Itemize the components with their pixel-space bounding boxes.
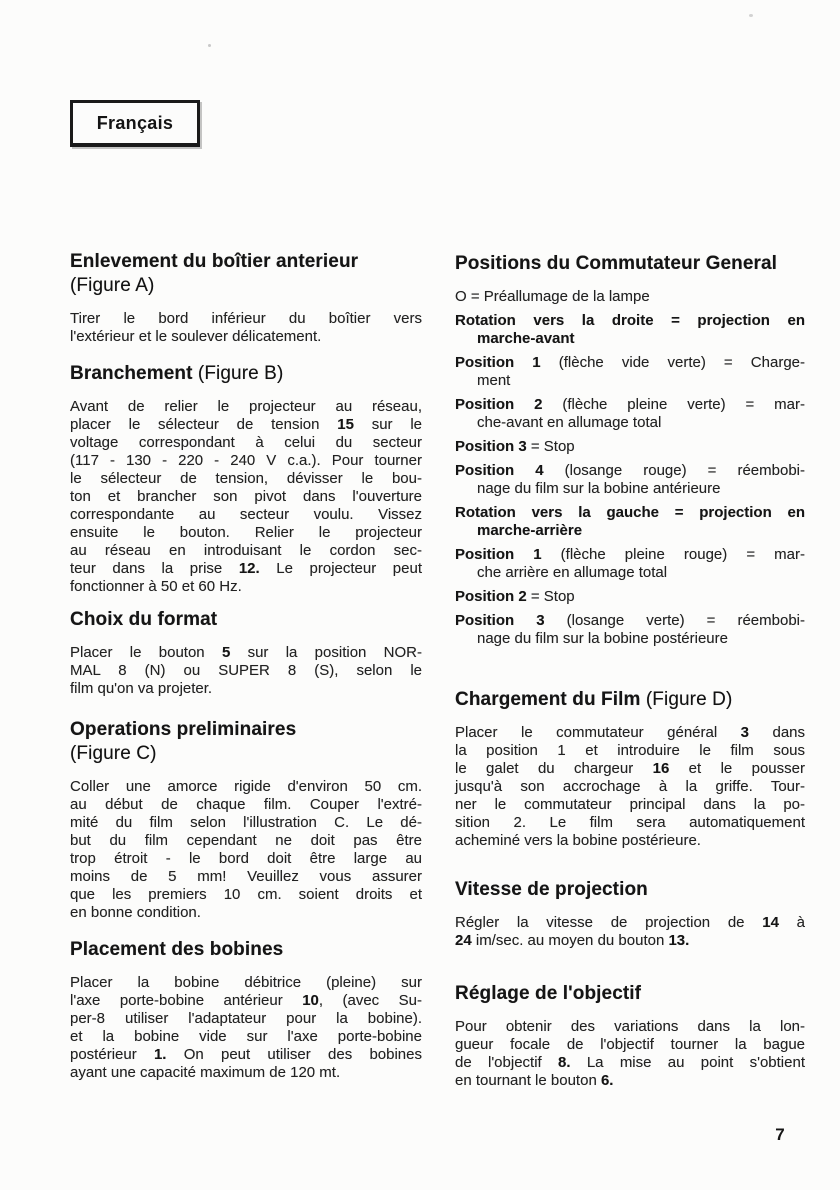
heading-line bbox=[70, 608, 422, 632]
bold-text: Position 2 bbox=[455, 588, 527, 605]
text-line bbox=[455, 372, 805, 390]
text: (Figure C) bbox=[70, 743, 157, 764]
text: ment bbox=[477, 372, 511, 389]
text: Tirer le bord inférieur du boîtier vers bbox=[70, 310, 422, 327]
text: O = Préallumage de la lampe bbox=[455, 288, 650, 305]
text: dans bbox=[749, 724, 805, 741]
bold-text: 1. bbox=[153, 1046, 167, 1063]
paragraph bbox=[70, 778, 422, 922]
section-heading bbox=[70, 938, 422, 962]
section-heading bbox=[70, 718, 422, 766]
text-line bbox=[70, 974, 422, 992]
bold-text: Positions du Commutateur General bbox=[455, 253, 778, 274]
text: On peut utiliser des bobines bbox=[166, 1046, 422, 1063]
text-line bbox=[455, 814, 805, 832]
list-item bbox=[455, 312, 805, 348]
text: = Stop bbox=[526, 438, 575, 455]
text-line bbox=[70, 452, 422, 470]
text: fonctionner à 50 et 60 Hz. bbox=[70, 578, 242, 595]
text-line bbox=[455, 522, 805, 540]
text-line bbox=[70, 778, 422, 796]
text-line bbox=[70, 434, 422, 452]
bold-text: Position 4 bbox=[455, 462, 544, 479]
text-line bbox=[70, 1010, 422, 1028]
text: (117 - 130 - 220 - 240 V c.a.). Pour tourner bbox=[70, 452, 422, 469]
text: en tournant le bouton bbox=[455, 1072, 601, 1089]
text: (losange verte) = réembobi- bbox=[544, 612, 805, 629]
bold-text: Réglage de l'objectif bbox=[455, 983, 642, 1004]
bold-text: Branchement bbox=[70, 363, 193, 384]
text: Le projecteur peut bbox=[259, 560, 422, 577]
bold-text: 13. bbox=[668, 932, 690, 949]
section-heading bbox=[455, 982, 805, 1006]
text: , (avec Su- bbox=[318, 992, 422, 1009]
text: ner le commutateur principal dans la po- bbox=[455, 796, 805, 813]
text-line bbox=[455, 588, 805, 606]
text: l'axe porte-bobine antérieur bbox=[70, 992, 303, 1009]
text: l'extérieur et le soulever délicatement. bbox=[70, 328, 322, 345]
text: correspondante au secteur voulu. Vissez bbox=[70, 506, 422, 523]
text-line bbox=[70, 868, 422, 886]
text: (Figure A) bbox=[70, 275, 155, 296]
paragraph bbox=[70, 974, 422, 1082]
bold-text: marche-avant bbox=[477, 330, 575, 347]
heading-line bbox=[70, 362, 422, 386]
bold-text: Position 1 bbox=[455, 546, 542, 563]
bold-text: Enlevement du boîtier anterieur bbox=[70, 251, 359, 272]
section-heading bbox=[70, 250, 422, 298]
text: (flèche pleine verte) = mar- bbox=[542, 396, 805, 413]
heading-line bbox=[70, 938, 422, 962]
text: acheminé vers la bobine postérieure. bbox=[455, 832, 701, 849]
bold-text: Vitesse de projection bbox=[455, 879, 648, 900]
paragraph bbox=[455, 914, 805, 950]
text-line bbox=[455, 312, 805, 330]
text-line bbox=[70, 904, 422, 922]
bold-text: 14 bbox=[762, 914, 779, 931]
section bbox=[455, 982, 805, 1090]
text: en bonne condition. bbox=[70, 904, 201, 921]
bold-text: 10 bbox=[302, 992, 319, 1009]
heading-line bbox=[70, 718, 422, 742]
section bbox=[455, 252, 805, 648]
heading-line bbox=[455, 982, 805, 1006]
heading-line bbox=[455, 878, 805, 902]
section-heading bbox=[70, 362, 422, 386]
text-line bbox=[70, 1064, 422, 1082]
text-line bbox=[455, 630, 805, 648]
text: = Stop bbox=[526, 588, 575, 605]
bold-text: Choix du format bbox=[70, 609, 218, 630]
text: le galet du chargeur bbox=[455, 760, 653, 777]
text: sur la position NOR- bbox=[230, 644, 422, 661]
text: ton et brancher son pivot dans l'ouverture bbox=[70, 488, 422, 505]
text: per-8 utiliser l'adaptateur pour la bobine). bbox=[70, 1010, 422, 1027]
text-line bbox=[455, 480, 805, 498]
text: film qu'on va projeter. bbox=[70, 680, 213, 697]
text-line bbox=[70, 680, 422, 698]
text-line bbox=[70, 416, 422, 434]
text: nage du film sur la bobine antérieure bbox=[477, 480, 721, 497]
list-item bbox=[455, 438, 805, 456]
text-line bbox=[70, 578, 422, 596]
text: trop étroit - le bord doit être large au bbox=[70, 850, 422, 867]
text: placer le sélecteur de tension bbox=[70, 416, 338, 433]
text-line bbox=[70, 470, 422, 488]
text: et la bobine vide sur l'axe porte-bobine bbox=[70, 1028, 422, 1045]
text: le sélecteur de tension, dévisser le bou- bbox=[70, 470, 422, 487]
text-line bbox=[455, 796, 805, 814]
text-line bbox=[455, 564, 805, 582]
text: voltage correspondant à celui du secteur bbox=[70, 434, 422, 451]
text: sition 2. Le film sera automatiquement bbox=[455, 814, 805, 831]
heading-line bbox=[70, 250, 422, 274]
scan-speck bbox=[749, 14, 753, 17]
bold-text: marche-arrière bbox=[477, 522, 583, 539]
text-line bbox=[455, 414, 805, 432]
heading-line bbox=[70, 274, 422, 298]
text: MAL 8 (N) ou SUPER 8 (S), selon le bbox=[70, 662, 422, 679]
page-number: 7 bbox=[775, 1125, 785, 1144]
text-line bbox=[455, 914, 805, 932]
paragraph bbox=[455, 724, 805, 850]
text-line bbox=[455, 760, 805, 778]
text: (flèche pleine rouge) = mar- bbox=[541, 546, 805, 563]
text-line bbox=[455, 778, 805, 796]
text-line bbox=[455, 330, 805, 348]
text: Placer le bouton bbox=[70, 644, 222, 661]
text: nage du film sur la bobine postérieure bbox=[477, 630, 728, 647]
paragraph bbox=[70, 644, 422, 698]
text-line bbox=[70, 832, 422, 850]
text: but du film cependant ne doit pas être bbox=[70, 832, 422, 849]
text: gueur focale de l'objectif tourner la bague bbox=[455, 1036, 805, 1053]
text: (flèche vide verte) = Charge- bbox=[540, 354, 805, 371]
list-item bbox=[455, 588, 805, 606]
list-item bbox=[455, 288, 805, 306]
text: sur le bbox=[353, 416, 422, 433]
heading-line bbox=[455, 252, 805, 276]
text: la position 1 et introduire le film sous bbox=[455, 742, 805, 759]
text-line bbox=[455, 1072, 805, 1090]
text: au réseau en introduisant le cordon sec- bbox=[70, 542, 422, 559]
section-heading bbox=[455, 878, 805, 902]
section bbox=[455, 878, 805, 950]
text-line bbox=[70, 1046, 422, 1064]
section bbox=[70, 608, 422, 698]
bold-text: Position 3 bbox=[455, 438, 527, 455]
text: Avant de relier le projecteur au réseau, bbox=[70, 398, 422, 415]
text: (Figure D) bbox=[640, 689, 733, 710]
section bbox=[70, 938, 422, 1082]
text-line bbox=[455, 832, 805, 850]
section bbox=[70, 718, 422, 922]
text-line bbox=[455, 288, 805, 306]
text-line bbox=[70, 850, 422, 868]
bold-text: Chargement du Film bbox=[455, 689, 641, 710]
text-line bbox=[70, 328, 422, 346]
text: Coller une amorce rigide d'environ 50 cm. bbox=[70, 778, 422, 795]
bold-text: 12. bbox=[238, 560, 260, 577]
text-line bbox=[455, 462, 805, 480]
text-line bbox=[455, 354, 805, 372]
list-item bbox=[455, 504, 805, 540]
language-label: Français bbox=[96, 112, 174, 133]
section-heading bbox=[455, 688, 805, 712]
bold-text: Position 1 bbox=[455, 354, 541, 371]
text-line bbox=[455, 932, 805, 950]
text: che-avant en allumage total bbox=[477, 414, 662, 431]
text-line bbox=[455, 742, 805, 760]
text: Placer la bobine débitrice (pleine) sur bbox=[70, 974, 422, 991]
text: mité du film selon l'illustration C. Le dé- bbox=[70, 814, 422, 831]
bold-text: Placement des bobines bbox=[70, 939, 284, 960]
text-line bbox=[455, 612, 805, 630]
list-item bbox=[455, 546, 805, 582]
text: jusqu'à son accrochage à la griffe. Tour- bbox=[455, 778, 805, 795]
text: de l'objectif bbox=[455, 1054, 559, 1071]
text: Régler la vitesse de projection de bbox=[455, 914, 763, 931]
text: che arrière en allumage total bbox=[477, 564, 668, 581]
section bbox=[70, 250, 422, 346]
text-line bbox=[70, 310, 422, 328]
bold-text: 8. bbox=[558, 1054, 571, 1071]
text-line bbox=[455, 1054, 805, 1072]
bold-text: 6. bbox=[600, 1072, 614, 1089]
text-line bbox=[455, 438, 805, 456]
bold-text: Position 2 bbox=[455, 396, 543, 413]
paragraph bbox=[70, 398, 422, 596]
text-line bbox=[70, 1028, 422, 1046]
bold-text: 15 bbox=[337, 416, 354, 433]
text-line bbox=[70, 524, 422, 542]
bold-text: 24 bbox=[455, 932, 472, 949]
text: teur dans la prise bbox=[70, 560, 239, 577]
text-line bbox=[70, 506, 422, 524]
text-line bbox=[70, 488, 422, 506]
text: im/sec. au moyen du bouton bbox=[471, 932, 669, 949]
list-item bbox=[455, 612, 805, 648]
bold-text: 5 bbox=[221, 644, 231, 661]
list-item bbox=[455, 396, 805, 432]
heading-line bbox=[455, 688, 805, 712]
language-label-box bbox=[70, 100, 200, 147]
section bbox=[70, 362, 422, 596]
text-line bbox=[70, 662, 422, 680]
text: que les premiers 10 cm. soient droits et bbox=[70, 886, 422, 903]
text-line bbox=[455, 504, 805, 522]
bold-text: 16 bbox=[652, 760, 670, 777]
list-item bbox=[455, 462, 805, 498]
text: moins de 5 mm! Veuillez vous assurer bbox=[70, 868, 422, 885]
text-line bbox=[70, 992, 422, 1010]
text: postérieur bbox=[70, 1046, 154, 1063]
text-line bbox=[455, 396, 805, 414]
text: La mise au point s'obtient bbox=[570, 1054, 805, 1071]
text: (Figure B) bbox=[192, 363, 284, 384]
text-line bbox=[70, 886, 422, 904]
text-line bbox=[455, 1018, 805, 1036]
paragraph bbox=[70, 310, 422, 346]
bold-text: Rotation vers la gauche = projection en bbox=[455, 504, 805, 521]
scan-speck bbox=[208, 44, 211, 47]
text-line bbox=[70, 560, 422, 578]
text-line bbox=[455, 546, 805, 564]
text-line bbox=[70, 796, 422, 814]
bold-text: Position 3 bbox=[455, 612, 545, 629]
section-heading bbox=[455, 252, 805, 276]
list-item bbox=[455, 354, 805, 390]
text-line bbox=[455, 724, 805, 742]
bold-text: 3 bbox=[740, 724, 749, 741]
section bbox=[455, 688, 805, 850]
text-line bbox=[70, 398, 422, 416]
text: et le pousser bbox=[669, 760, 805, 777]
bold-text: Rotation vers la droite = projection en bbox=[455, 312, 805, 329]
text: au début de chaque film. Couper l'extré- bbox=[70, 796, 422, 813]
text-line bbox=[70, 814, 422, 832]
text-line bbox=[455, 1036, 805, 1054]
text: ensuite le bouton. Relier le projecteur bbox=[70, 524, 422, 541]
text-line bbox=[70, 542, 422, 560]
text: Placer le commutateur général bbox=[455, 724, 741, 741]
text: à bbox=[778, 914, 805, 931]
text: Pour obtenir des variations dans la lon- bbox=[455, 1018, 805, 1035]
text: (losange rouge) = réembobi- bbox=[543, 462, 805, 479]
text-line bbox=[70, 644, 422, 662]
bold-text: Operations preliminaires bbox=[70, 719, 297, 740]
section-heading bbox=[70, 608, 422, 632]
heading-line bbox=[70, 742, 422, 766]
text: ayant une capacité maximum de 120 mt. bbox=[70, 1064, 341, 1081]
paragraph bbox=[455, 1018, 805, 1090]
